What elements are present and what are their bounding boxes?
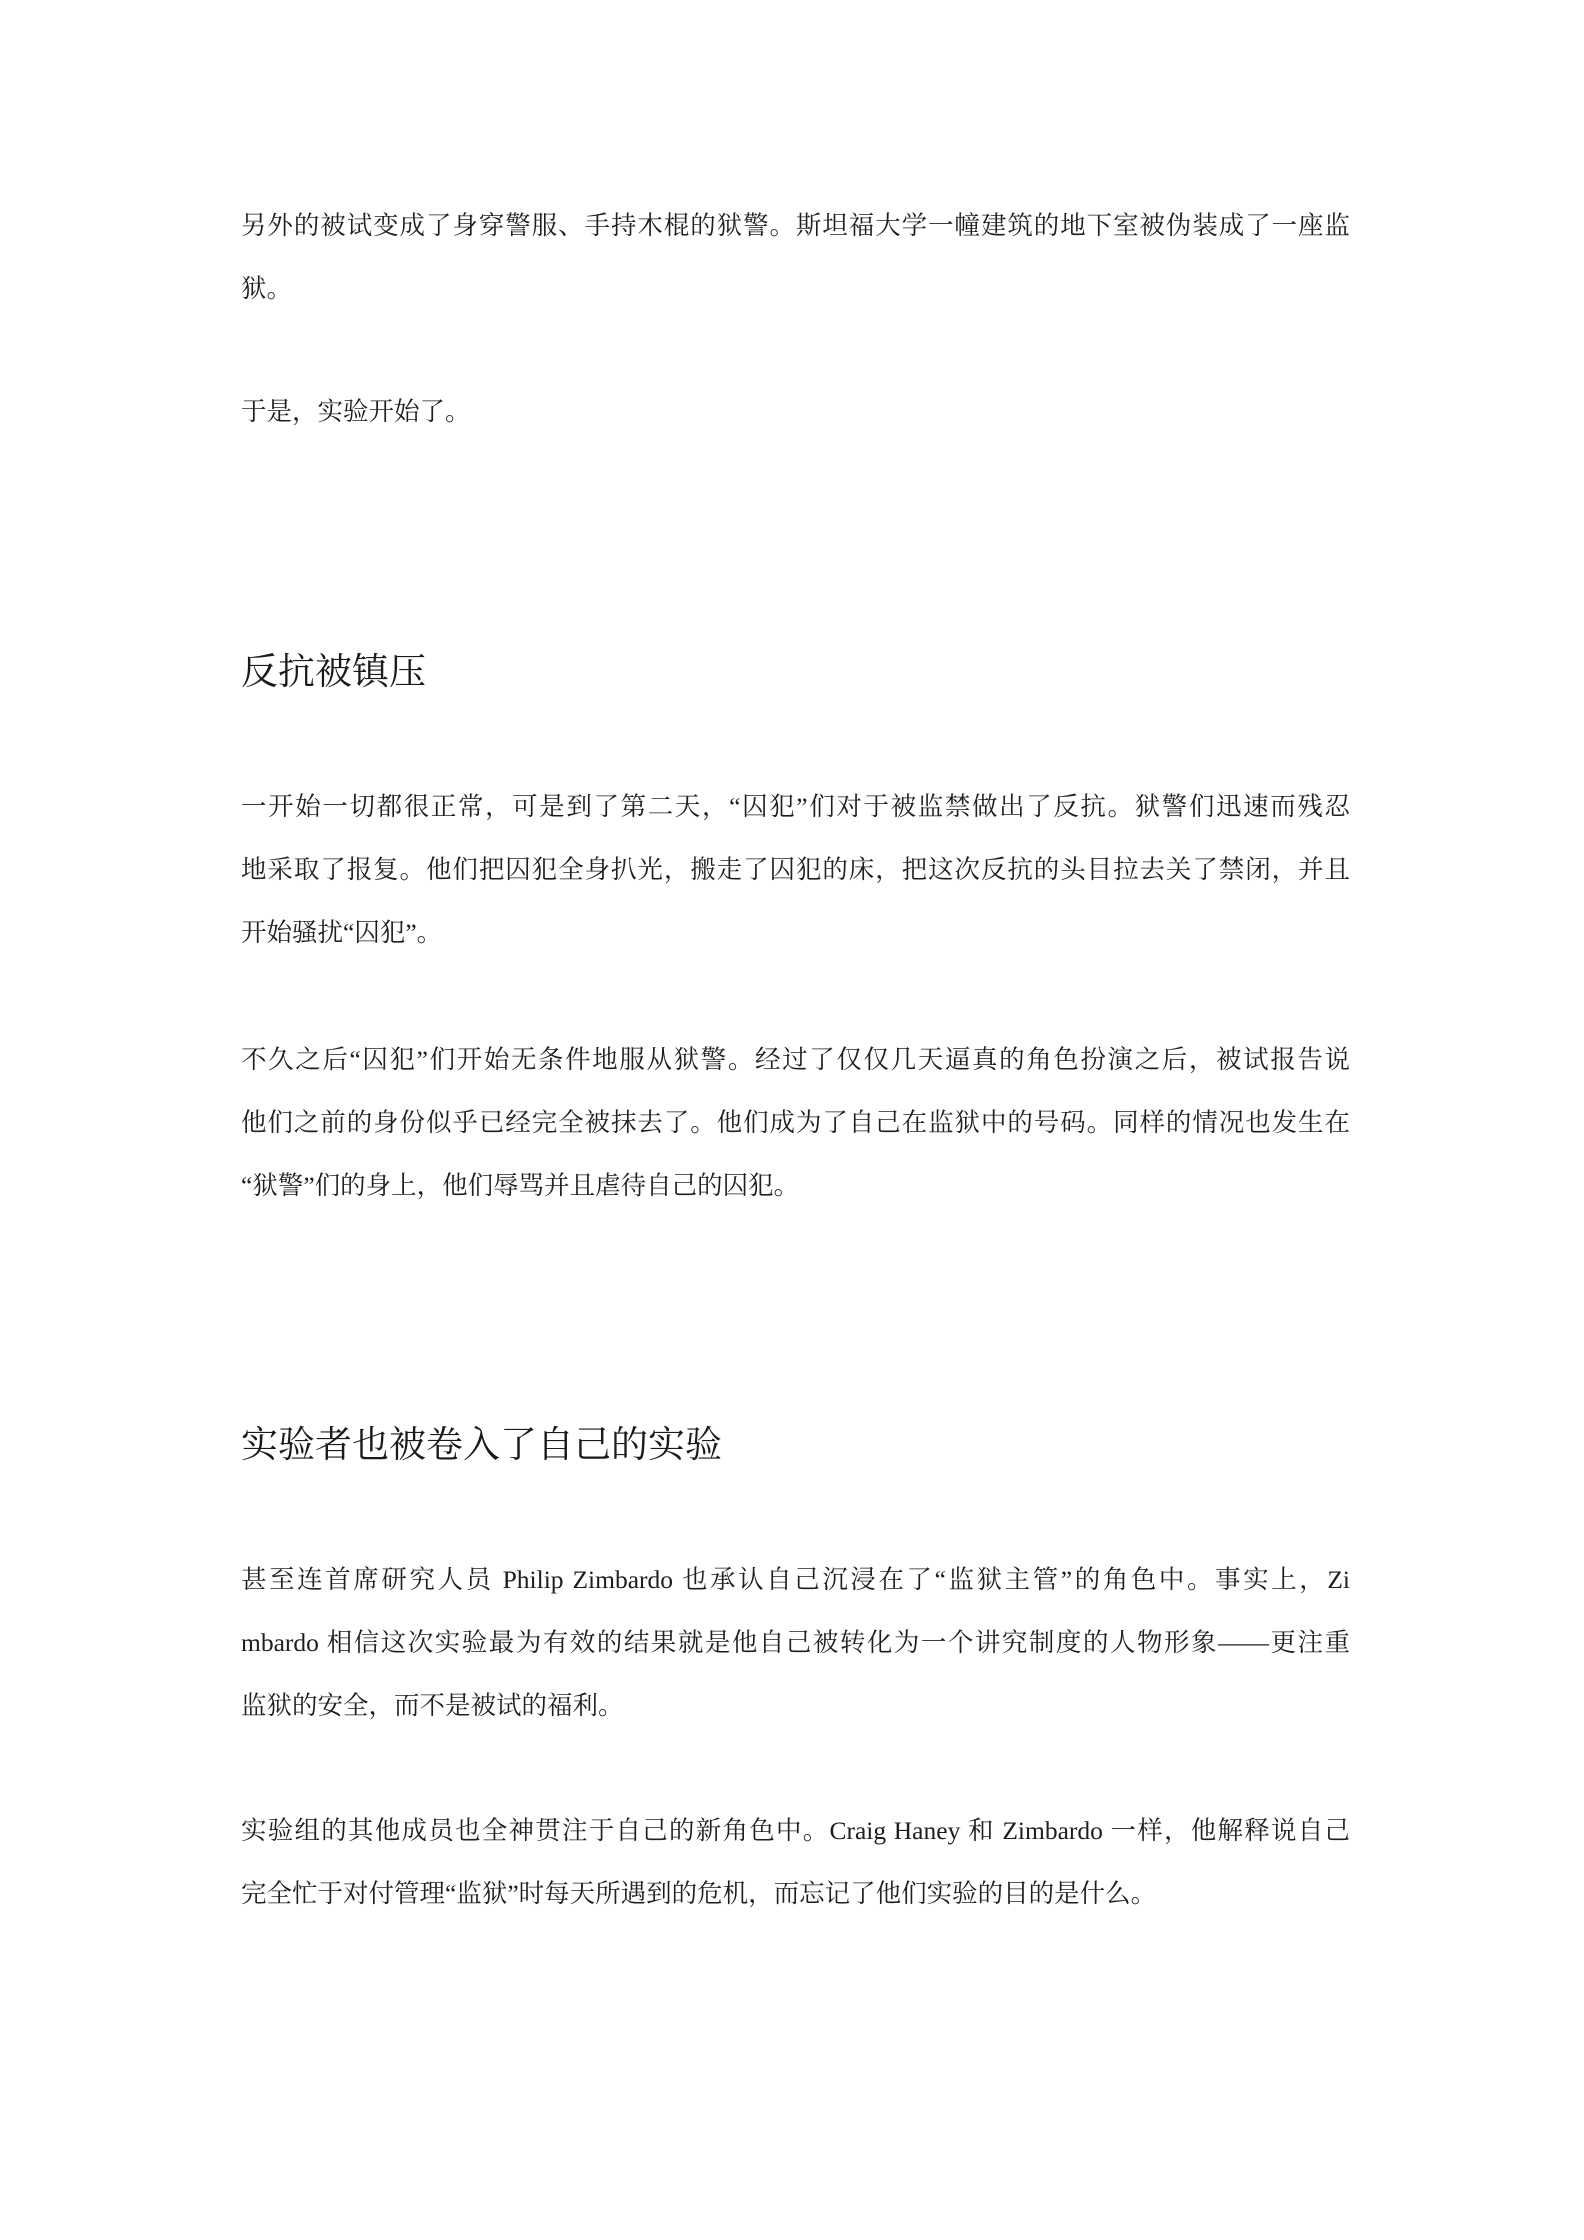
paragraph [241,775,1350,964]
paragraph [241,1799,1350,1925]
paragraph-line: 一开始一切都很正常，可是到了第二天，“囚犯”们对于被监禁做出了反抗。狱警们迅速而残忍 [241,792,1350,821]
paragraph [241,380,1350,443]
paragraph-line: 甚至连首席研究人员 Philip Zimbardo 也承认自己沉浸在了“监狱主管”的角色中。事实上，Zi [241,1565,1350,1594]
paragraph-line: 他们之前的身份似乎已经完全被抹去了。他们成为了自己在监狱中的号码。同样的情况也发生在 [241,1108,1350,1137]
paragraph-line: “狱警”们的身上，他们辱骂并且虐待自己的囚犯。 [241,1171,800,1200]
paragraph-line: mbardo 相信这次实验最为有效的结果就是他自己被转化为一个讲究制度的人物形象——更注重 [241,1628,1350,1657]
paragraph-line: 于是，实验开始了。 [241,397,471,426]
paragraph [241,1028,1350,1217]
paragraph-line: 实验组的其他成员也全神贯注于自己的新角色中。Craig Haney 和 Zimbardo 一样，他解释说自己 [241,1816,1350,1845]
paragraph-line: 另外的被试变成了身穿警服、手持木棍的狱警。斯坦福大学一幢建筑的地下室被伪装成了一座监 [241,211,1350,240]
section-heading: 实验者也被卷入了自己的实验 [241,1424,722,1465]
paragraph-line: 不久之后“囚犯”们开始无条件地服从狱警。经过了仅仅几天逼真的角色扮演之后，被试报告说 [241,1045,1350,1074]
paragraph-line: 狱。 [241,274,293,303]
paragraph-line: 开始骚扰“囚犯”。 [241,918,443,947]
paragraph-line: 地采取了报复。他们把囚犯全身扒光，搬走了囚犯的床，把这次反抗的头目拉去关了禁闭，并且 [241,855,1350,884]
paragraph [241,1548,1350,1737]
paragraph-line: 完全忙于对付管理“监狱”时每天所遇到的危机，而忘记了他们实验的目的是什么。 [241,1879,1157,1908]
section-heading: 反抗被镇压 [241,651,426,692]
paragraph [241,194,1350,320]
paragraph-line: 监狱的安全，而不是被试的福利。 [241,1691,624,1720]
